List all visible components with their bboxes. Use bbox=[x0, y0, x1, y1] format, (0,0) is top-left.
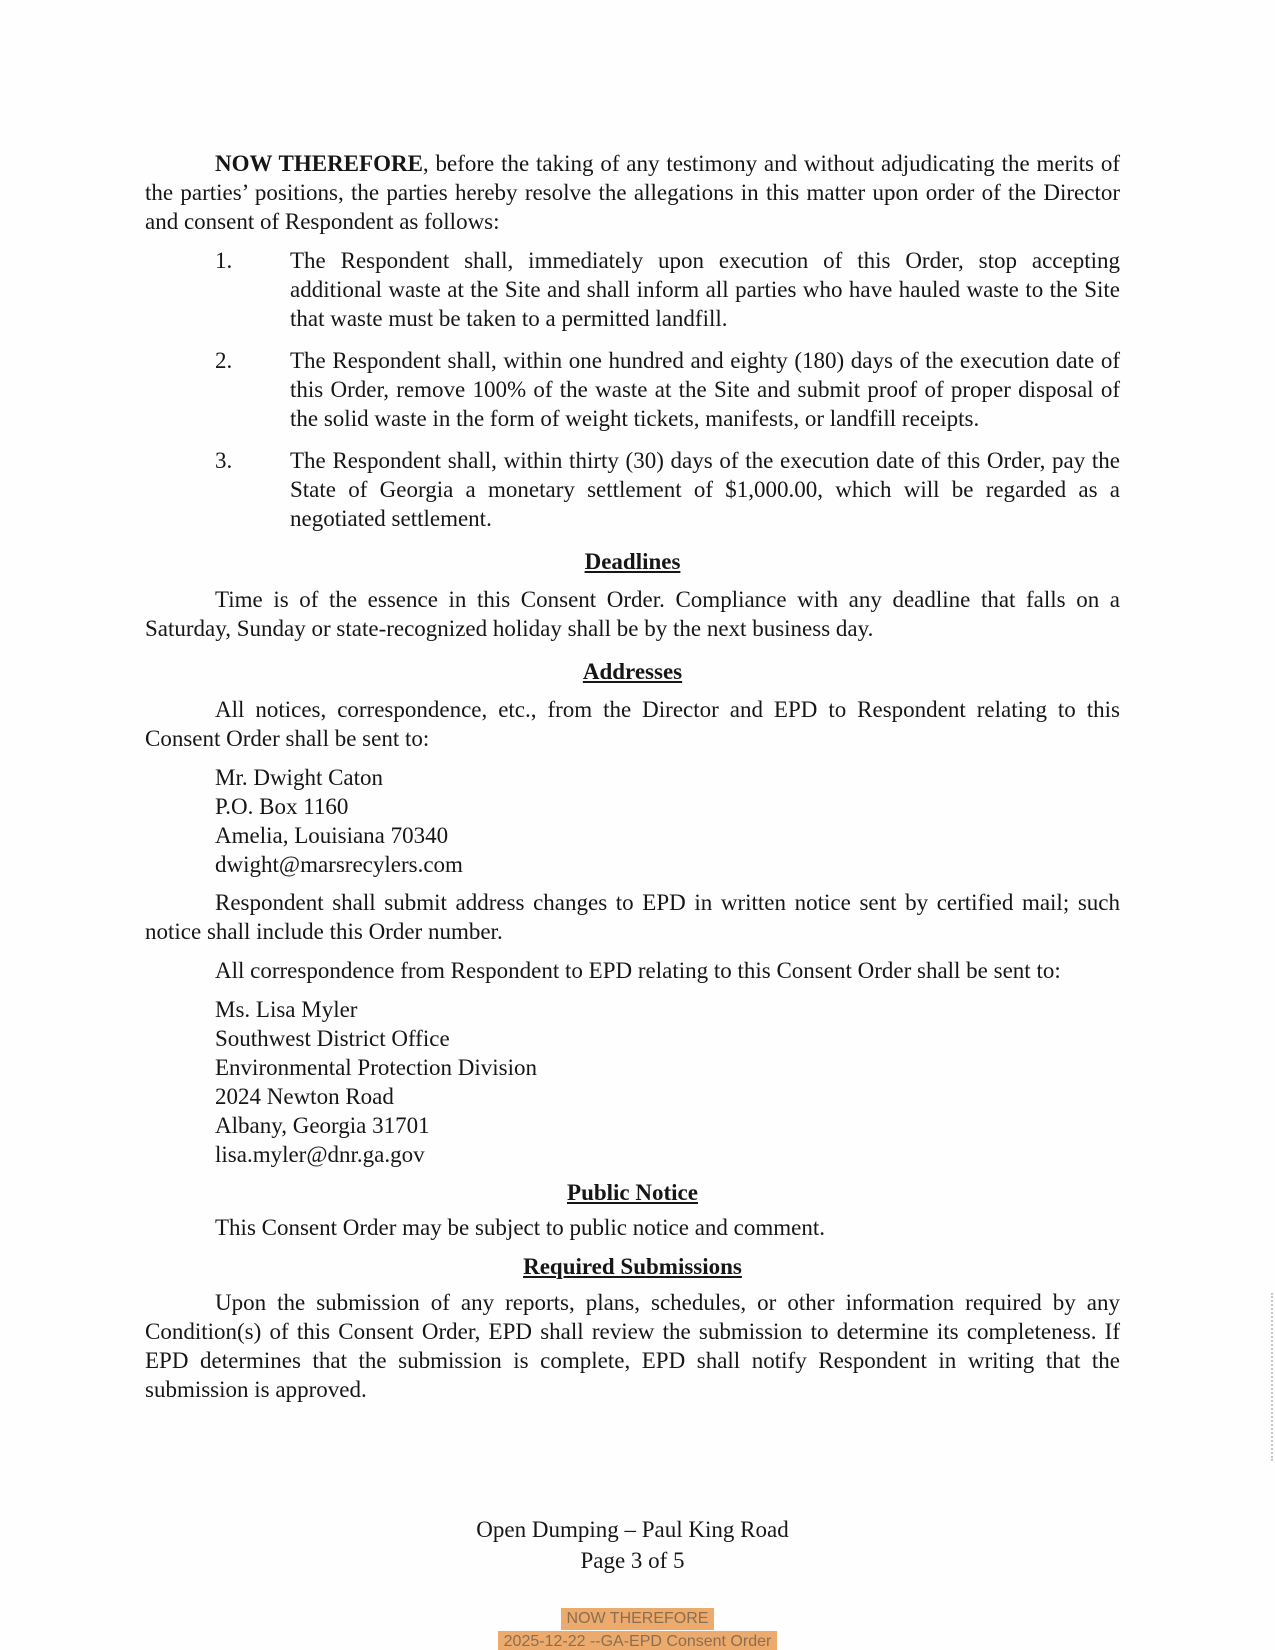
annotation-tag-row-2 bbox=[0, 1631, 1275, 1650]
address-change-paragraph: Respondent shall submit address changes to EPD in written notice sent by certified mail; such notice shall include this Order number. bbox=[145, 890, 1120, 944]
respondent-address-po-box: P.O. Box 1160 bbox=[215, 794, 349, 819]
annotation-tags bbox=[0, 1608, 1275, 1650]
annotation-tag-now-therefore: NOW THEREFORE bbox=[561, 1608, 715, 1630]
page-footer bbox=[145, 1514, 1120, 1576]
epd-address-city: Albany, Georgia 31701 bbox=[215, 1113, 430, 1138]
respondent-address-block bbox=[215, 763, 1120, 879]
required-submissions-paragraph: Upon the submission of any reports, plans, schedules, or other information required by any Condition(s) of this Consent Order, EPD shall review the submission to determine its completeness. If EPD determines that the submission is complete, EPD shall notify Respondent in writing that the submission is approved. bbox=[145, 1290, 1120, 1402]
addresses-intro-paragraph: All notices, correspondence, etc., from the Director and EPD to Respondent relating to this Consent Order shall be sent to: bbox=[145, 697, 1120, 751]
respondent-address-city: Amelia, Louisiana 70340 bbox=[215, 823, 449, 848]
correspondence-paragraph: All correspondence from Respondent to EPD relating to this Consent Order shall be sent to: bbox=[215, 958, 1061, 983]
respondent-address-email: dwight@marsrecylers.com bbox=[215, 852, 463, 877]
footer-case-title: Open Dumping – Paul King Road bbox=[476, 1517, 789, 1542]
annotation-tag-order-label: 2025-12-22 --GA-EPD Consent Order bbox=[498, 1631, 778, 1650]
annotation-tag-row-1 bbox=[0, 1608, 1275, 1631]
order-conditions-list bbox=[145, 246, 1120, 533]
section-heading-required-submissions: Required Submissions bbox=[523, 1254, 742, 1279]
condition-number-1: 1. bbox=[215, 248, 233, 273]
document-body bbox=[145, 149, 1120, 1414]
epd-address-name: Ms. Lisa Myler bbox=[215, 997, 358, 1022]
condition-text-2: The Respondent shall, within one hundred and eighty (180) days of the execution date of this Order, remove 100% of the waste at the Site and submit proof of proper disposal of the solid waste in the form of weight tickets, manifests, or landfill receipts. bbox=[290, 348, 1120, 431]
intro-paragraph bbox=[145, 149, 1120, 236]
epd-address-office: Southwest District Office bbox=[215, 1026, 450, 1051]
epd-address-division: Environmental Protection Division bbox=[215, 1055, 537, 1080]
respondent-address-name: Mr. Dwight Caton bbox=[215, 765, 384, 790]
epd-address-block bbox=[215, 995, 1120, 1169]
footer-page-number: Page 3 of 5 bbox=[580, 1548, 685, 1573]
order-condition-2 bbox=[145, 346, 1120, 433]
intro-text: , before the taking of any testimony and without adjudicating the merits of the parties’ positions, the parties hereby resolve the allegations in this matter upon order of the Director and consent of Respondent as follows: bbox=[145, 151, 1120, 234]
section-heading-deadlines: Deadlines bbox=[584, 549, 681, 574]
order-condition-3 bbox=[145, 446, 1120, 533]
public-notice-paragraph: This Consent Order may be subject to public notice and comment. bbox=[215, 1215, 825, 1240]
section-heading-public-notice: Public Notice bbox=[567, 1180, 698, 1205]
condition-number-2: 2. bbox=[215, 348, 233, 373]
epd-address-street: 2024 Newton Road bbox=[215, 1084, 394, 1109]
epd-address-email: lisa.myler@dnr.ga.gov bbox=[215, 1142, 425, 1167]
order-condition-1 bbox=[145, 246, 1120, 333]
scan-artifact-line bbox=[1271, 1293, 1273, 1461]
condition-text-1: The Respondent shall, immediately upon execution of this Order, stop accepting additional waste at the Site and shall inform all parties who have hauled waste to the Site that waste must be taken to a permitted landfill. bbox=[290, 248, 1120, 331]
condition-text-3: The Respondent shall, within thirty (30) days of the execution date of this Order, pay the State of Georgia a monetary settlement of $1,000.00, which will be regarded as a negotiated settlement. bbox=[290, 448, 1120, 531]
intro-bold-lead: NOW THEREFORE bbox=[215, 151, 423, 176]
condition-number-3: 3. bbox=[215, 448, 233, 473]
section-heading-addresses: Addresses bbox=[582, 659, 683, 684]
deadlines-paragraph: Time is of the essence in this Consent Order. Compliance with any deadline that falls on a Saturday, Sunday or state-recognized holiday shall be by the next business day. bbox=[145, 587, 1120, 641]
